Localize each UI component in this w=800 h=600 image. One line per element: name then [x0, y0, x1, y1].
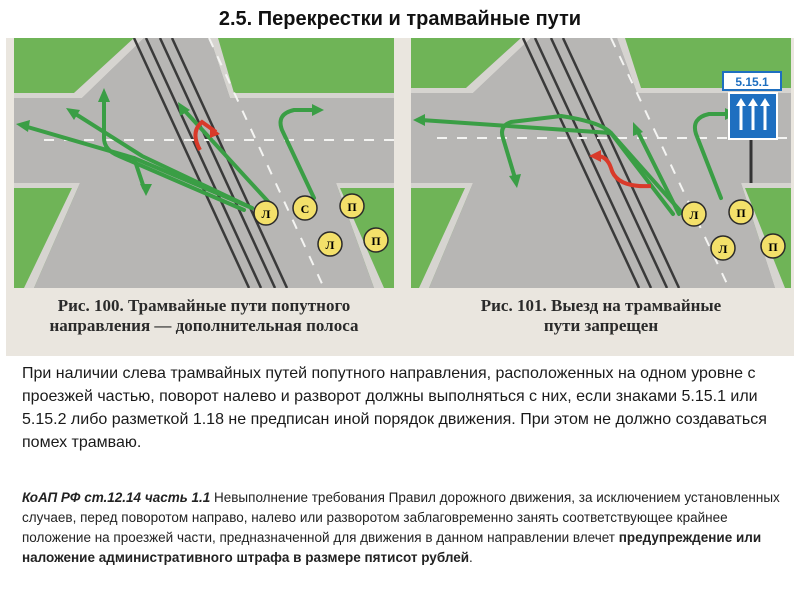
caption-line: пути запрещен: [543, 316, 659, 335]
lane-marker-label: П: [736, 206, 746, 220]
lane-marker-label: П: [371, 234, 381, 248]
lane-marker-label: П: [347, 200, 357, 214]
figure-101-caption: [411, 296, 791, 336]
koap-body: Невыполнение требования Правил дорожного движения, за исключением установленных случаев, перед поворотом направо, налево или разворотом заблаговременно занять соответствующее крайнее положение на проезжей части, предназначенной для движения в данном направлении влечет: [22, 490, 780, 545]
koap-end: .: [469, 550, 473, 565]
lane-marker-label: Л: [718, 242, 728, 256]
figure-100-drawing: [14, 38, 394, 288]
lane-marker-label: Л: [689, 208, 699, 222]
caption-line: направления — дополнительная полоса: [49, 316, 359, 335]
lane-marker-label: Л: [325, 238, 335, 252]
figure-100: [14, 38, 394, 288]
figure-100-caption: [14, 296, 394, 336]
koap-reference: КоАП РФ ст.12.14 часть 1.1: [22, 490, 211, 505]
lane-marker-label: С: [300, 202, 310, 216]
sign-number-label: 5.15.1: [735, 75, 769, 89]
koap-penalty-text: [22, 488, 782, 568]
caption-line: Рис. 100. Трамвайные пути попутного: [57, 296, 351, 315]
rule-text: При наличии слева трамвайных путей попутного направления, расположенных на одном уровне с проезжей частью, поворот налево и разворот должны выполняться с них, если знаками 5.15.1 или 5.15.2 либо разметкой 1.18 не предписан иной порядок движения. При этом не должно создаваться помех трамваю.: [22, 365, 767, 451]
caption-line: Рис. 101. Выезд на трамвайные: [480, 296, 722, 315]
page-title: 2.5. Перекрестки и трамвайные пути: [218, 8, 582, 30]
lane-marker-label: П: [768, 240, 778, 254]
lane-marker-label: Л: [261, 207, 271, 221]
grass-area: [214, 38, 394, 93]
figure-101: [411, 38, 791, 288]
koap-penalty: предупреждение или наложение административного штрафа в размере пятисот рублей: [22, 530, 762, 565]
illustration-panel: [6, 38, 794, 356]
figure-101-drawing: [411, 38, 791, 288]
